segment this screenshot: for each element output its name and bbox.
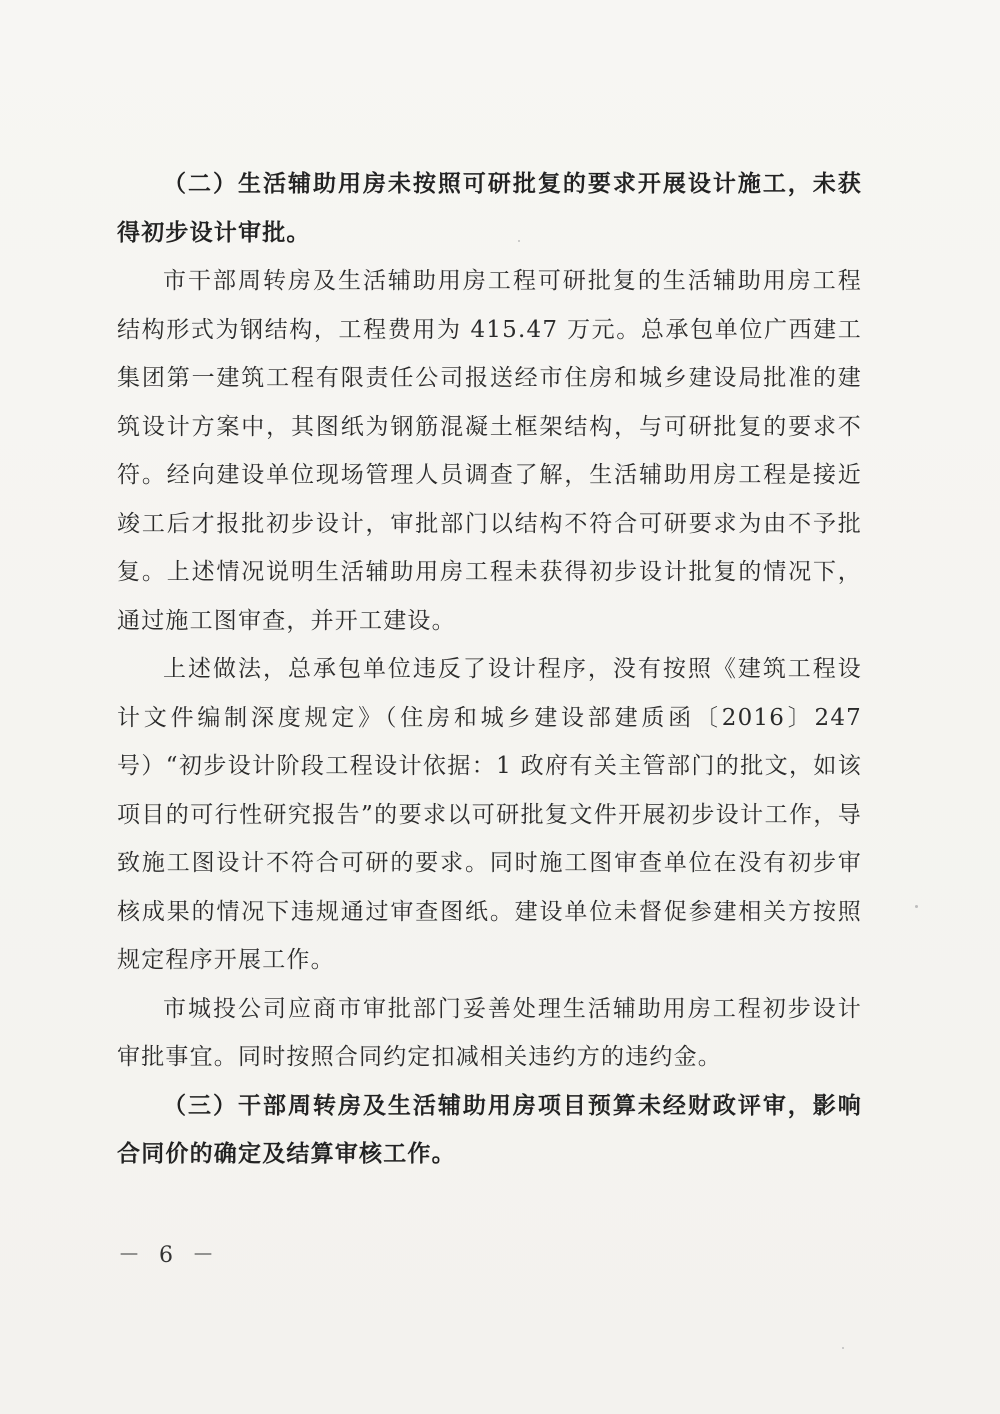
body-paragraph-1: 市干部周转房及生活辅助用房工程可研批复的生活辅助用房工程结构形式为钢结构，工程费用为 415.47 万元。总承包单位广西建工集团第一建筑工程有限责任公司报送经市住房和城乡建设局批准的建筑设计方案中，其图纸为钢筋混凝土框架结构，与可研批复的要求不符。经向建设单位现场管理人员调查了解，生活辅助用房工程是接近竣工后才报批初步设计，审批部门以结构不符合可研要求为由不予批复。上述情况说明生活辅助用房工程未获得初步设计批复的情况下，通过施工图审查，并开工建设。 xyxy=(117,268,862,634)
scan-speck xyxy=(842,1347,844,1349)
body-paragraph-3: 市城投公司应商市审批部门妥善处理生活辅助用房工程初步设计审批事宜。同时按照合同约定扣减相关违约方的违约金。 xyxy=(117,995,862,1070)
section-heading-2: （二）生活辅助用房未按照可研批复的要求开展设计施工，未获得初步设计审批。 xyxy=(117,170,862,246)
page-number: － 6 － xyxy=(118,1243,220,1268)
scan-speck xyxy=(915,905,918,908)
section-heading-3: （三）干部周转房及生活辅助用房项目预算未经财政评审，影响合同价的确定及结算审核工作。 xyxy=(117,1091,862,1167)
scan-speck xyxy=(518,240,520,242)
body-paragraph-2: 上述做法，总承包单位违反了设计程序，没有按照《建筑工程设计文件编制深度规定》（住房和城乡建设部建质函〔2016〕247 号）“初步设计阶段工程设计依据：1 政府有关主管部门的批文，如该项目的可行性研究报告”的要求以可研批复文件开展初步设计工作，导致施工图设计不符合可研的要求。同时施工图审查单位在没有初步审核成果的情况下违规通过审查图纸。建设单位未督促参建相关方按照规定程序开展工作。 xyxy=(117,656,862,973)
document-body xyxy=(117,160,862,1179)
